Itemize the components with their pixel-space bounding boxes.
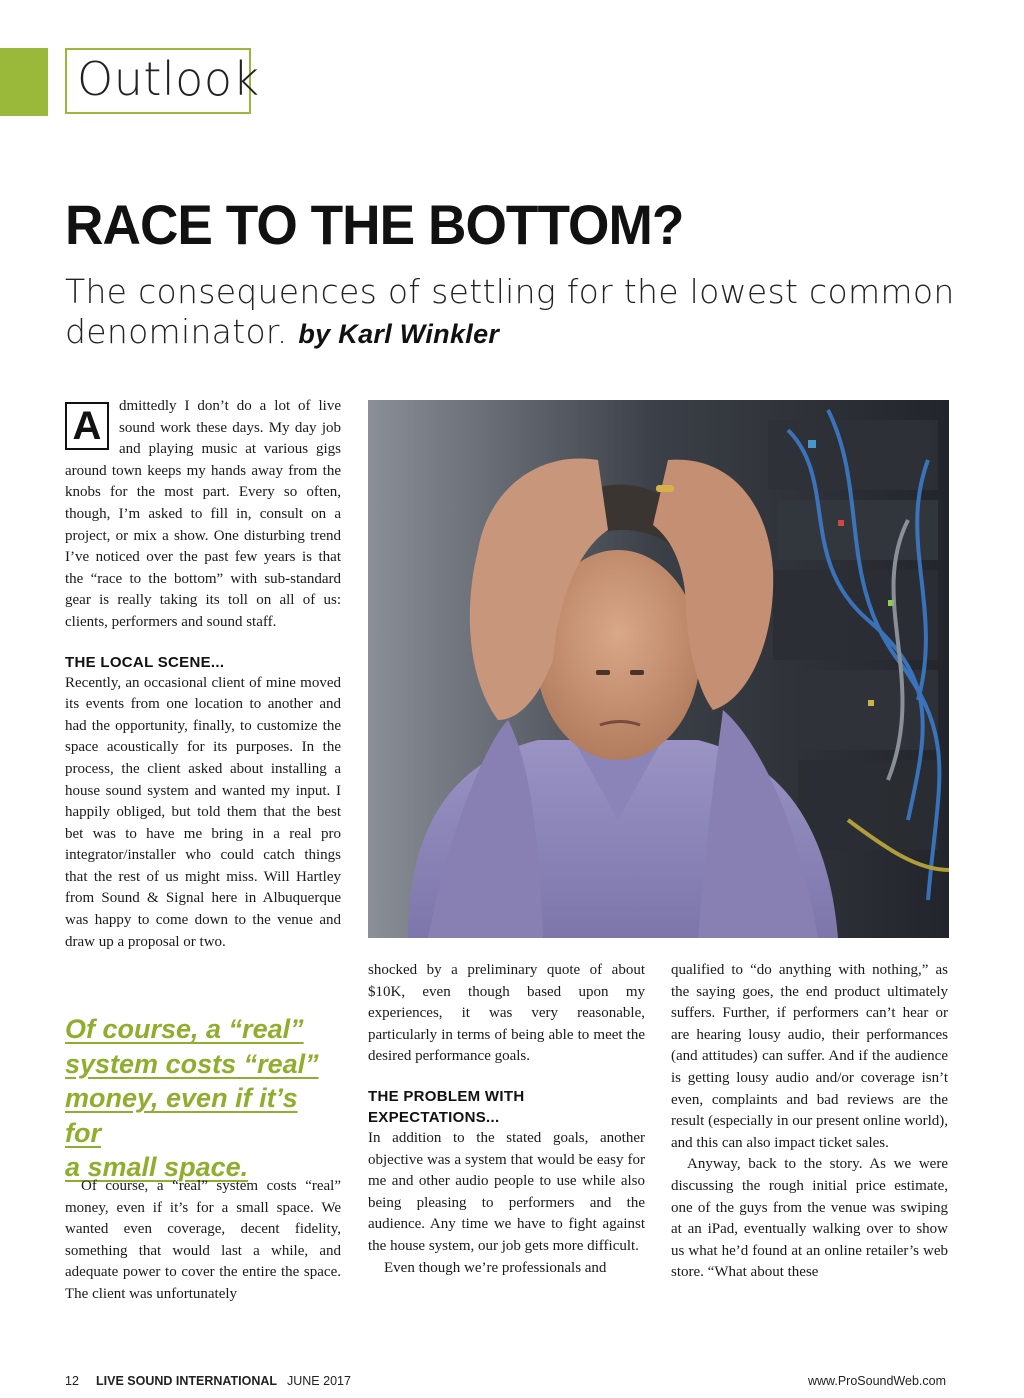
pull-quote <box>65 1012 341 1185</box>
intro-text: dmittedly I don’t do a lot of live sound work these days. My day job and playing music at various gigs around town keeps my hands away from the knobs for the most part. Every so often, though, I’m asked to fill in, consult on a project, or mix a show. One disturbing trend I’ve noticed over the past few years is that the “race to the bottom” with sub-standard gear is really taking its toll on all of us: clients, performers and sound staff. <box>65 398 341 630</box>
byline: by Karl Winkler <box>298 319 500 349</box>
paragraph-goals: In addition to the stated goals, another objective was a system that would be easy for me and other audio people to use while also being pleasing to performers and the audience. Any time we have to fight against the house system, our job gets more difficult. <box>368 1129 645 1254</box>
intro-paragraph <box>65 396 341 634</box>
drop-cap: A <box>65 402 109 450</box>
pull-quote-line: Of course, a “real” <box>65 1014 304 1044</box>
pull-quote-line: money, even if it’s for <box>65 1083 298 1148</box>
man-holding-head-photo <box>368 400 949 938</box>
paragraph-story: Anyway, back to the story. As we were discussing the rough initial price estimate, one of the guys from the venue was swiping at an iPad, eventually walking over to show us what he’d found at an online retailer’s web store. “What about these <box>671 1156 948 1281</box>
subtitle-text: The consequences of settling for the lowest common denominator. <box>65 272 955 351</box>
footer-magazine-name: LIVE SOUND INTERNATIONAL <box>96 1374 278 1388</box>
paragraph-professionals: Even though we’re professionals and <box>384 1259 607 1276</box>
column-1-continued <box>65 1176 341 1306</box>
footer-website-link[interactable]: www.ProSoundWeb.com <box>807 1374 946 1388</box>
footer-issue-date: JUNE 2017 <box>287 1374 351 1388</box>
section-label: Outlook <box>77 52 260 106</box>
pull-quote-line: system costs “real” <box>65 1048 319 1079</box>
headline: RACE TO THE BOTTOM? <box>65 193 684 256</box>
paragraph-qualified: qualified to “do anything with nothing,” as the saying goes, the end product ultimately suffers. Further, if performers can’t hear or are hearing lousy audio, their performances (and attitudes) can suffer. And if the audience is getting lousy audio and/or coverage isn’t even, complaints and bad reviews are the result (especially in our present online world), and this can also impact ticket sales. <box>671 962 949 1151</box>
column-2 <box>368 960 645 1279</box>
subtitle <box>65 272 965 354</box>
pull-quote-line: a small space. <box>65 1152 249 1182</box>
paragraph-cost: Of course, a “real” system costs “real” money, even if it’s for a small space. We wanted even coverage, decent fidelity, something that would last a while, and adequate power to cover the entire the space. The client was unfortunately <box>65 1178 341 1302</box>
paragraph-local-scene: Recently, an occasional client of mine moved its events from one location to another and had the opportunity, finally, to customize the space acoustically for its purposes. In the process, the client asked about installing a house sound system and wanted my input. I happily obliged, but told them that the best bet was to have me bring in a real pro integrator/installer who could catch things that the rest of us might miss. Will Hartley from Sound & Signal here in Albuquerque was happy to come down to the venue and draw up a proposal or two. <box>65 674 341 950</box>
column-3 <box>671 960 948 1284</box>
footer-page-number: 12 <box>65 1374 79 1388</box>
subhead-problem: THE PROBLEM WITH EXPECTATIONS... <box>368 1087 525 1126</box>
subhead-local-scene: THE LOCAL SCENE... <box>65 653 225 671</box>
column-1 <box>65 396 341 953</box>
paragraph-quote: shocked by a preliminary quote of about $10K, even though based upon my experiences, it was very reasonable, particularly in terms of being able to meet the desired performance goals. <box>368 962 645 1065</box>
section-tab-accent <box>0 48 48 116</box>
